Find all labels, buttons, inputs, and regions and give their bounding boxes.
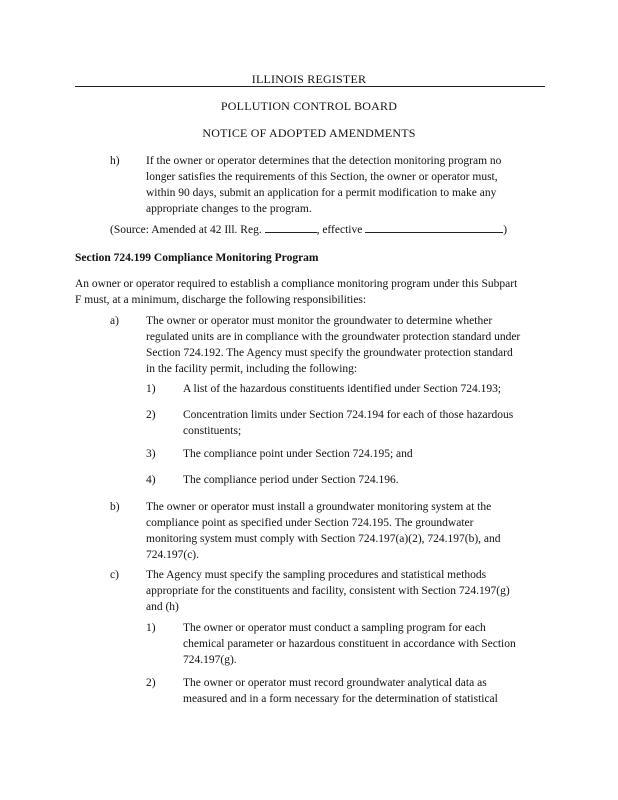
text-line: The owner or operator must install a groundwater monitoring system at the [146,501,492,513]
source-suffix: ) [503,224,508,236]
subitem-c1-text [183,620,573,668]
item-h-text [146,153,566,217]
text-line: compliance point as specified under Section 724.195. The groundwater [146,517,474,529]
text-line: The owner or operator must conduct a sampling program for each [183,622,486,634]
item-a-text [146,313,566,377]
subitem-c1-label: 1) [146,622,156,634]
item-b-text [146,499,566,563]
notice-title: NOTICE OF ADOPTED AMENDMENTS [202,126,416,140]
text-line: constituents; [183,425,242,437]
section-heading: Section 724.199 Compliance Monitoring Program [75,252,319,264]
source-middle: , effective [316,224,366,236]
text-line: longer satisfies the requirements of this Section, the owner or operator must, [146,171,498,183]
item-a-label: a) [110,315,119,327]
item-c-text [146,567,566,615]
subitem-a4-label: 4) [146,474,156,486]
text-line: appropriate changes to the program. [146,203,312,215]
reg-number-blank [265,221,317,233]
text-line: chemical parameter or hazardous constituent in accordance with Section [183,638,516,650]
text-line: 724.197(g). [183,654,237,666]
text-line: The compliance point under Section 724.195; and [183,448,413,460]
item-h-label: h) [110,155,120,167]
register-title: ILLINOIS REGISTER [251,72,367,86]
text-line: The owner or operator must monitor the groundwater to determine whether [146,315,493,327]
text-line: 724.197(c). [146,549,200,561]
item-b-label: b) [110,501,120,513]
text-line: A list of the hazardous constituents identified under Section 724.193; [183,383,502,395]
text-line: measured and in a form necessary for the determination of statistical [183,693,498,705]
text-line: Section 724.192. The Agency must specify the groundwater protection standard [146,347,513,359]
text-line: monitoring system must comply with Section 724.197(a)(2), 724.197(b), and [146,533,501,545]
intro-paragraph [75,276,555,308]
text-line: The Agency must specify the sampling procedures and statistical methods [146,569,487,581]
subitem-a3-text [183,446,573,462]
text-line: If the owner or operator determines that the detection monitoring program no [146,155,502,167]
board-title: POLLUTION CONTROL BOARD [220,99,398,113]
text-line: appropriate for the constituents and facility, consistent with Section 724.197(g) [146,585,510,597]
text-line: and (h) [146,601,179,613]
text-line: in the facility permit, including the following: [146,363,358,375]
subitem-a3-label: 3) [146,448,156,460]
subitem-a2-text [183,407,573,439]
item-c-label: c) [110,569,119,581]
text-line: The owner or operator must record groundwater analytical data as [183,677,487,689]
text-line: regulated units are in compliance with the groundwater protection standard under [146,331,521,343]
subitem-a4-text [183,472,573,488]
subitem-c2-label: 2) [146,677,156,689]
subitem-a1-text [183,381,573,397]
subitem-c2-text [183,675,573,707]
subitem-a2-label: 2) [146,409,156,421]
source-prefix: (Source: Amended at 42 Ill. Reg. [110,224,265,236]
text-line: within 90 days, submit an application for a permit modification to make any [146,187,497,199]
source-line [110,221,530,238]
subitem-a1-label: 1) [146,383,156,395]
text-line: An owner or operator required to establish a compliance monitoring program under this Subpart [75,278,518,290]
effective-date-blank [365,221,503,233]
text-line: Concentration limits under Section 724.194 for each of those hazardous [183,409,514,421]
text-line: The compliance period under Section 724.196. [183,474,399,486]
text-line: F must, at a minimum, discharge the following responsibilities: [75,294,367,306]
